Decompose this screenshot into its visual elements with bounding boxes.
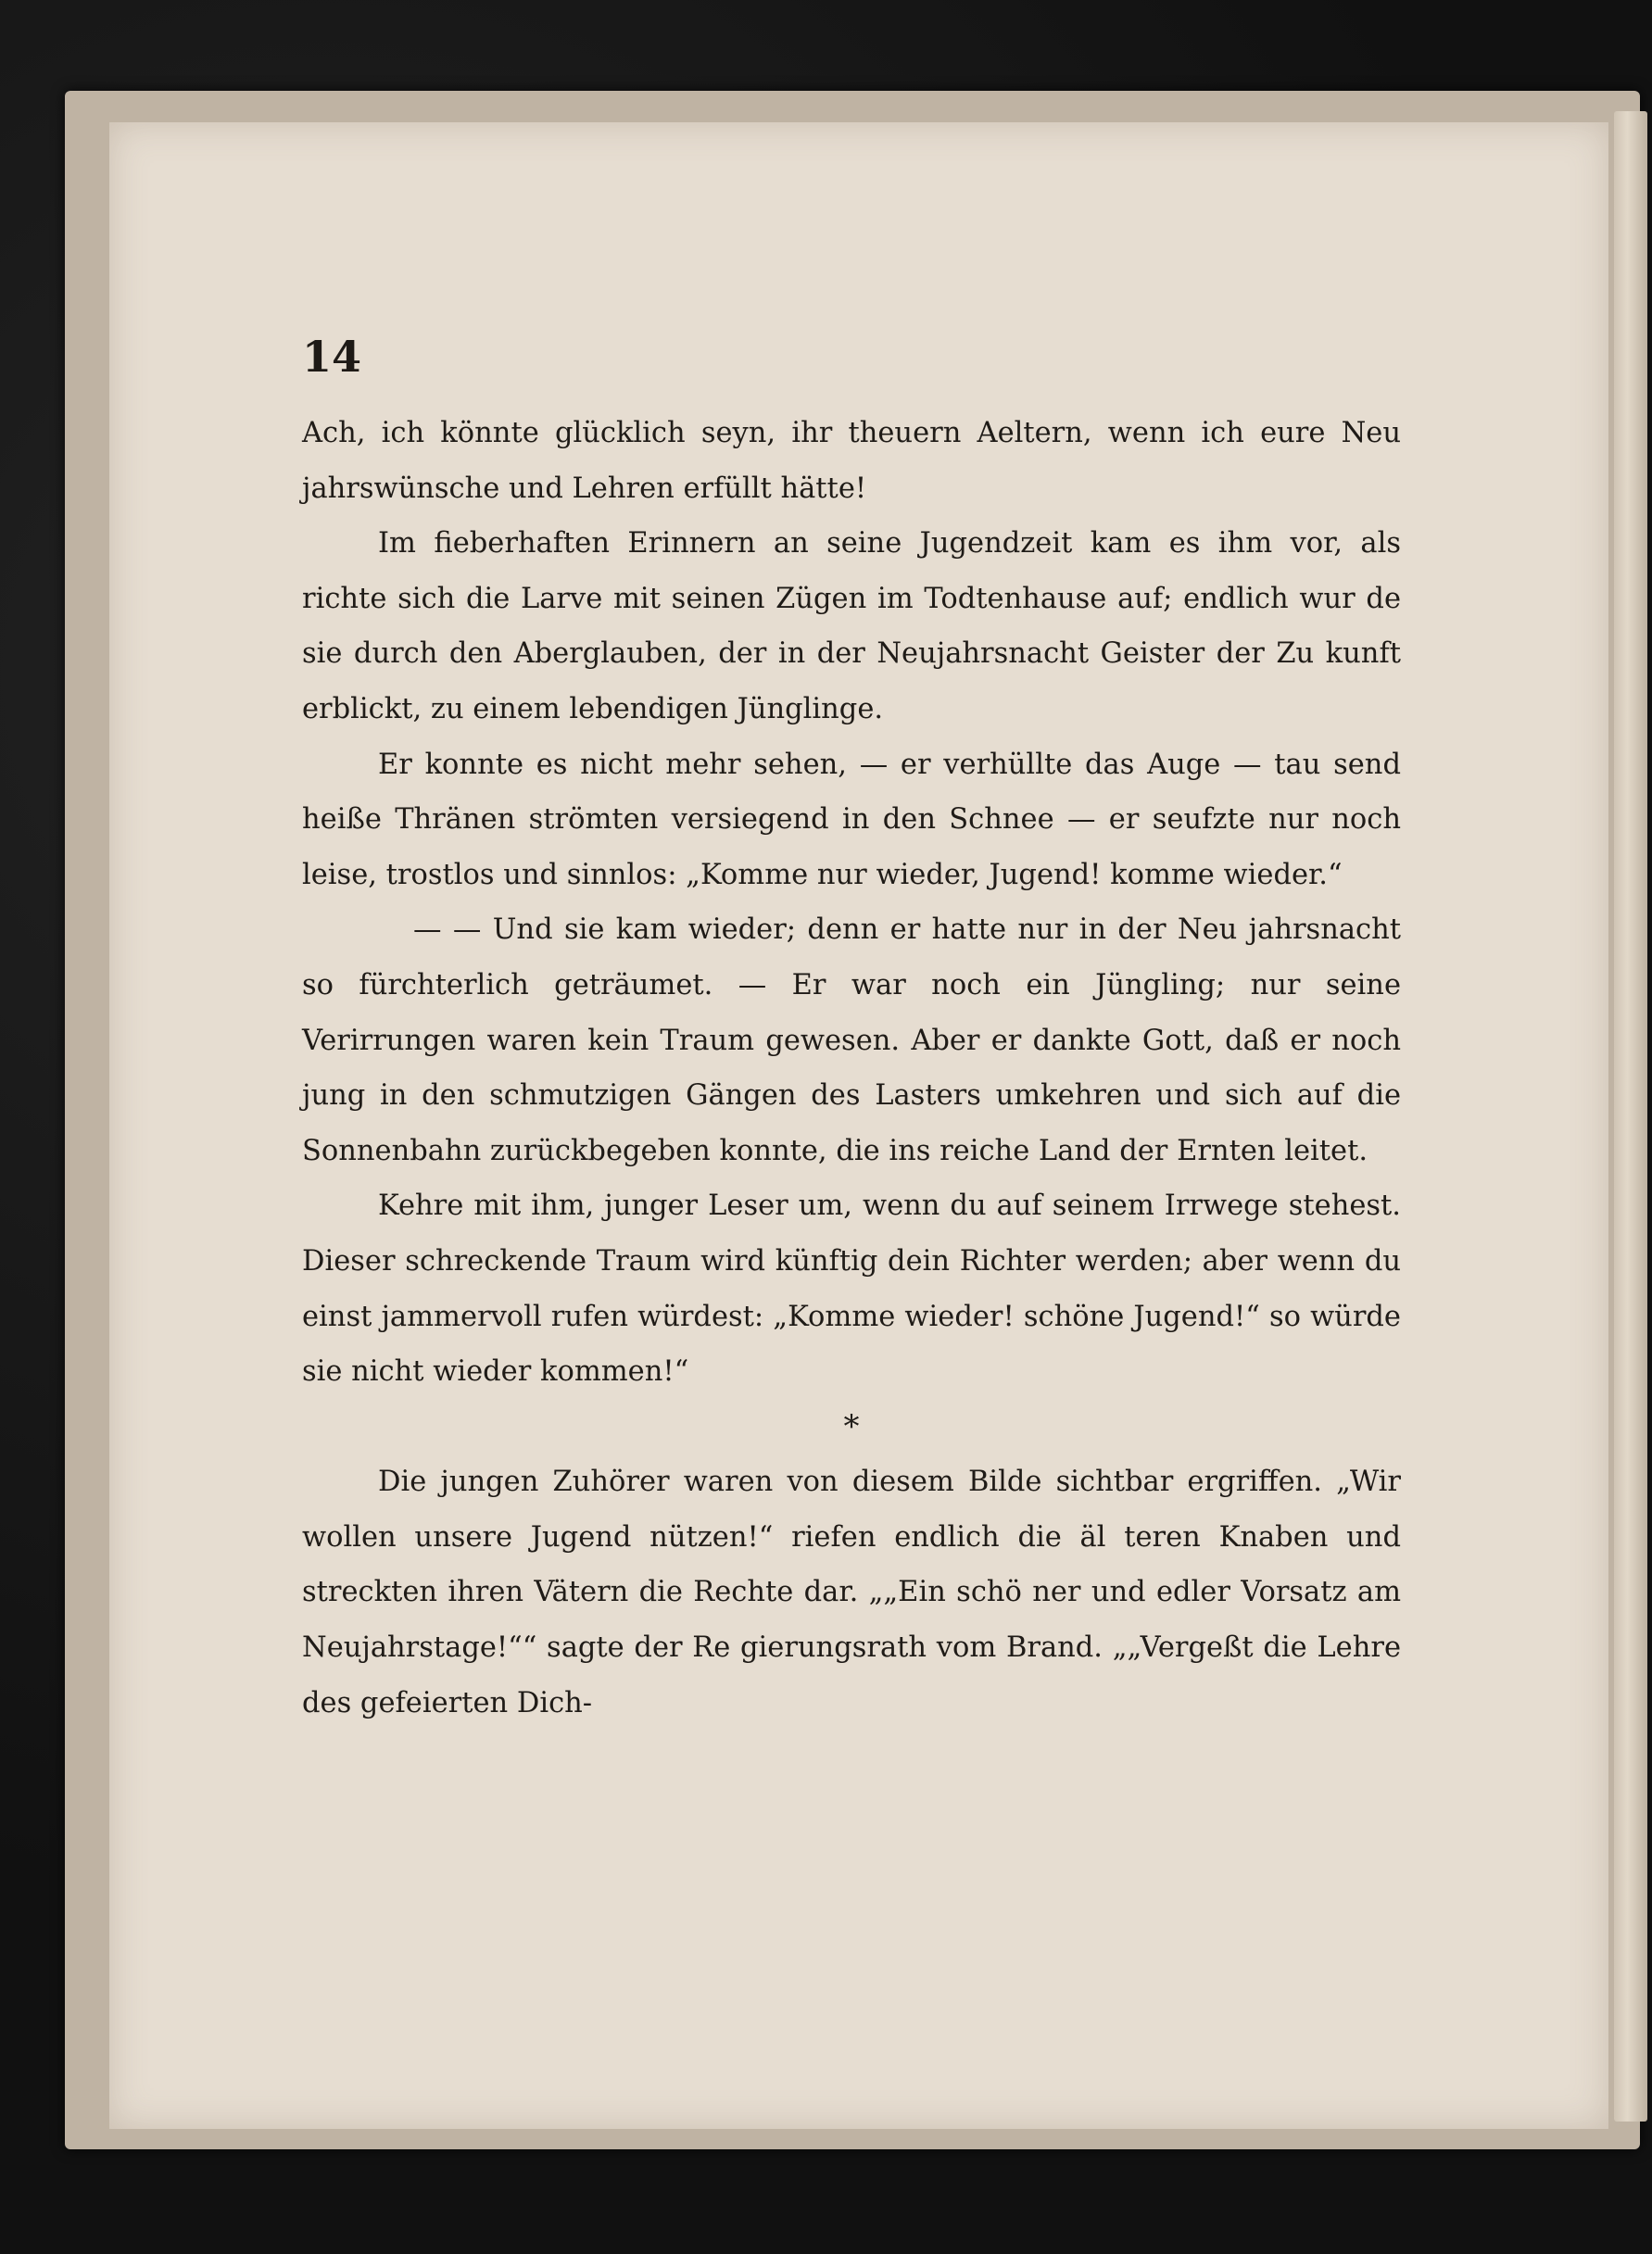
line-2-2: richte sich die Larve mit seinen Zügen im Todtenhause auf; endlich wur	[302, 582, 1356, 615]
line-6-4: ner und edler Vorsatz am Neujahrstage!““ sagte der Re	[302, 1576, 1401, 1665]
paragraph-5	[302, 1178, 1401, 1399]
line-2-4: kunft erblickt, zu einem lebendigen Jünglinge.	[302, 637, 1401, 725]
line-6-2: „Wir wollen unsere Jugend nützen!“ riefen endlich die äl	[302, 1466, 1401, 1554]
line-4-1: — — Und sie kam wieder; denn er hatte nur in der Neu	[413, 913, 1238, 947]
next-page-edge	[1614, 111, 1647, 2122]
line-6-5: gierungsrath vom Brand. „„Vergeßt die Lehre des gefeierten Dich-	[302, 1631, 1401, 1719]
paragraph-3	[302, 737, 1401, 903]
line-1-2: jahrswünsche und Lehren erfüllt hätte!	[302, 472, 867, 505]
paragraph-2	[302, 516, 1401, 737]
section-separator: *	[843, 1407, 860, 1445]
line-4-2: jahrsnacht so fürchterlich geträumet. — Er war noch ein Jüngling;	[302, 913, 1401, 1001]
line-4-4: daß er noch jung in den schmutzigen Gängen des Lasters umkehren und	[302, 1024, 1401, 1113]
line-2-3: de sie durch den Aberglauben, der in der Neujahrsnacht Geister der Zu	[302, 582, 1401, 671]
page-text	[302, 406, 1401, 1731]
paragraph-6	[302, 1454, 1401, 1731]
line-3-4: wieder.“	[1223, 858, 1343, 891]
line-5-1: Kehre mit ihm, junger Leser um, wenn du auf seinem Irrwege	[378, 1190, 1289, 1223]
line-1-1: Ach, ich könnte glücklich seyn, ihr theuern Aeltern, wenn ich eure Neu	[302, 417, 1401, 449]
page-number: 14	[302, 332, 362, 382]
paragraph-1	[302, 406, 1401, 516]
line-4-3: nur seine Verirrungen waren kein Traum gewesen. Aber er dankte Gott,	[302, 968, 1402, 1057]
line-5-4: Jugend!“ so würde sie nicht wieder kommen!“	[302, 1300, 1401, 1389]
line-5-3: aber wenn du einst jammervoll rufen würdest: „Komme wieder! schöne	[302, 1244, 1402, 1333]
line-4-5: sich auf die Sonnenbahn zurückbegeben konnte, die ins reiche Land der	[302, 1079, 1402, 1167]
paragraph-4	[302, 902, 1401, 1178]
line-6-3: teren Knaben und streckten ihren Vätern die Rechte dar. „„Ein schö	[302, 1520, 1401, 1609]
line-3-1: Er konnte es nicht mehr sehen, — er verhüllte das Auge — tau	[378, 748, 1321, 781]
line-4-6: Ernten leitet.	[1177, 1134, 1368, 1167]
line-3-2: send heiße Thränen strömten versiegend in den Schnee — er seufzte nur	[302, 748, 1401, 837]
line-3-3: noch leise, trostlos und sinnlos: „Komme nur wieder, Jugend! komme	[302, 803, 1401, 891]
line-5-2: stehest. Dieser schreckende Traum wird künftig dein Richter werden;	[302, 1190, 1401, 1278]
line-2-1: Im fieberhaften Erinnern an seine Jugendzeit kam es ihm vor, als	[378, 527, 1401, 560]
line-6-1: Die jungen Zuhörer waren von diesem Bilde sichtbar ergriffen.	[378, 1466, 1337, 1499]
